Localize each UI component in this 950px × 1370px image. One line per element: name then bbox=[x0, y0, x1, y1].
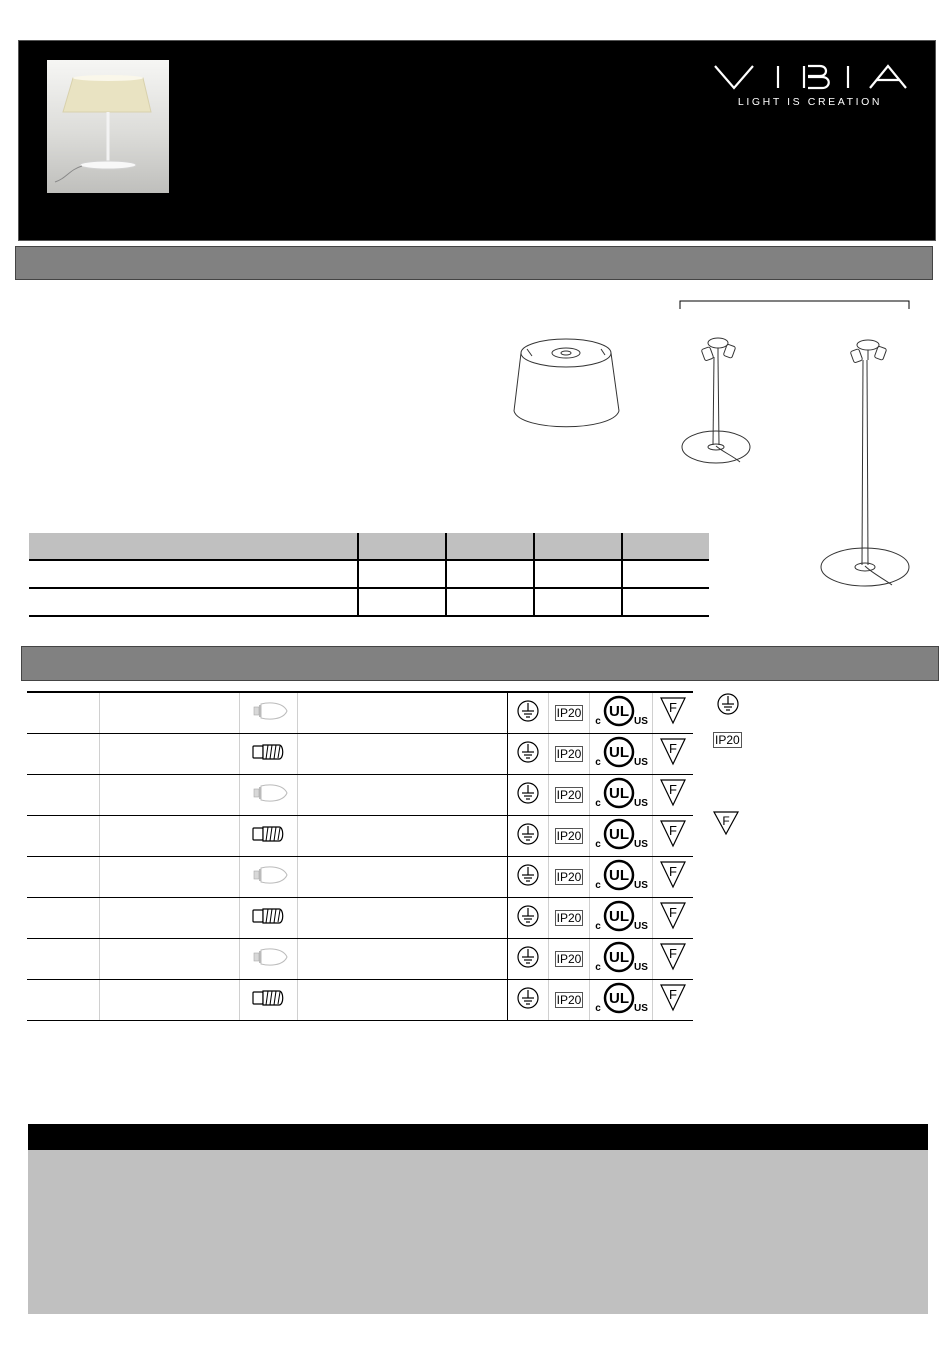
ul-c-text: c bbox=[595, 756, 601, 768]
spec-cell bbox=[653, 939, 694, 980]
footer-header-bar bbox=[28, 1124, 928, 1150]
spec-cell bbox=[653, 692, 694, 734]
ground-symbol-icon bbox=[516, 863, 540, 887]
ul-us-text: US bbox=[634, 1002, 648, 1014]
spec-cell bbox=[590, 692, 653, 734]
cul-us-certification-icon bbox=[593, 981, 649, 1015]
spec-cell bbox=[100, 857, 240, 898]
cul-us-certification-icon bbox=[593, 817, 649, 851]
ip-rating-badge: IP20 bbox=[556, 911, 582, 925]
spec-cell bbox=[240, 980, 298, 1021]
spec-cell bbox=[653, 898, 694, 939]
spec-cell bbox=[653, 816, 694, 857]
spec-row bbox=[27, 939, 693, 980]
spec-cell bbox=[508, 692, 549, 734]
spec-cell bbox=[27, 898, 100, 939]
f-mark-letter: F bbox=[669, 822, 677, 838]
spec-row bbox=[27, 775, 693, 816]
table-cell bbox=[358, 588, 446, 616]
ul-mark-text: UL bbox=[609, 948, 629, 966]
spec-cell bbox=[653, 857, 694, 898]
table-cell bbox=[446, 588, 534, 616]
spec-cell bbox=[27, 980, 100, 1021]
spec-cell bbox=[240, 939, 298, 980]
f-mark-letter: F bbox=[669, 740, 677, 756]
ip-rating-legend: IP20 bbox=[715, 733, 740, 747]
ul-us-text: US bbox=[634, 879, 648, 891]
spec-cell bbox=[100, 775, 240, 816]
spec-cell bbox=[240, 692, 298, 734]
spec-cell bbox=[240, 857, 298, 898]
spec-cell bbox=[590, 816, 653, 857]
ground-symbol-icon bbox=[516, 699, 540, 723]
dimension-table bbox=[29, 533, 709, 617]
ground-symbol-icon bbox=[716, 692, 740, 716]
cul-us-certification-icon bbox=[593, 735, 649, 769]
table-row bbox=[29, 560, 709, 588]
table-cell bbox=[446, 560, 534, 588]
vibia-logo bbox=[712, 58, 908, 98]
spec-row bbox=[27, 816, 693, 857]
ul-mark-text: UL bbox=[609, 702, 629, 720]
spec-cell bbox=[549, 857, 590, 898]
spec-cell bbox=[298, 898, 508, 939]
spec-cell bbox=[240, 816, 298, 857]
spec-cell bbox=[240, 775, 298, 816]
spec-cell bbox=[549, 980, 590, 1021]
spec-cell bbox=[27, 939, 100, 980]
spec-cell bbox=[549, 692, 590, 734]
f-mark-icon bbox=[659, 901, 687, 931]
spec-cell bbox=[590, 939, 653, 980]
spec-cell bbox=[27, 816, 100, 857]
ul-c-text: c bbox=[595, 1002, 601, 1014]
compact-fluorescent-bulb-icon bbox=[249, 904, 289, 928]
lampshade-drawing bbox=[514, 339, 619, 427]
f-mark-icon bbox=[659, 737, 687, 767]
cul-us-certification-icon bbox=[593, 899, 649, 933]
compact-fluorescent-bulb-icon bbox=[249, 986, 289, 1010]
spec-cell bbox=[508, 980, 549, 1021]
incandescent-bulb-icon bbox=[249, 699, 289, 723]
table-cell bbox=[446, 533, 534, 560]
spec-cell bbox=[298, 692, 508, 734]
dimension-bracket bbox=[680, 301, 909, 309]
footer-notes-panel bbox=[28, 1150, 928, 1314]
ip-rating-badge: IP20 bbox=[556, 788, 582, 802]
spec-cell bbox=[298, 734, 508, 775]
table-cell bbox=[358, 560, 446, 588]
ul-us-text: US bbox=[634, 920, 648, 932]
incandescent-bulb-icon bbox=[249, 863, 289, 887]
ground-symbol-icon bbox=[516, 904, 540, 928]
spec-cell bbox=[298, 816, 508, 857]
ground-symbol-icon bbox=[516, 822, 540, 846]
spec-cell bbox=[508, 775, 549, 816]
spec-row bbox=[27, 980, 693, 1021]
short-lamp-base-drawing bbox=[682, 338, 750, 463]
spec-cell bbox=[549, 898, 590, 939]
ul-c-text: c bbox=[595, 879, 601, 891]
spec-cell bbox=[508, 857, 549, 898]
ul-us-text: US bbox=[634, 797, 648, 809]
spec-cell bbox=[590, 898, 653, 939]
section-bar-specs bbox=[21, 646, 939, 681]
ul-mark-text: UL bbox=[609, 825, 629, 843]
ul-us-text: US bbox=[634, 838, 648, 850]
spec-cell bbox=[653, 734, 694, 775]
table-cell bbox=[29, 533, 358, 560]
spec-cell bbox=[298, 939, 508, 980]
compact-fluorescent-bulb-icon bbox=[249, 740, 289, 764]
f-mark-icon bbox=[659, 819, 687, 849]
f-mark-letter: F bbox=[669, 863, 677, 879]
spec-cell bbox=[590, 775, 653, 816]
spec-cell bbox=[590, 857, 653, 898]
tall-lamp-base-drawing bbox=[821, 340, 909, 586]
f-mark-letter: F bbox=[669, 904, 677, 920]
spec-cell bbox=[549, 734, 590, 775]
ip-rating-badge: IP20 bbox=[556, 870, 582, 884]
ip-rating-badge: IP20 bbox=[556, 993, 582, 1007]
ul-c-text: c bbox=[595, 797, 601, 809]
table-cell bbox=[534, 588, 622, 616]
incandescent-bulb-icon bbox=[249, 781, 289, 805]
compact-fluorescent-bulb-icon bbox=[249, 822, 289, 846]
spec-cell bbox=[508, 816, 549, 857]
spec-cell bbox=[100, 734, 240, 775]
table-lamp-photo bbox=[47, 60, 169, 193]
table-row bbox=[29, 588, 709, 616]
brand-tagline: LIGHT IS CREATION bbox=[737, 96, 883, 108]
ground-symbol-icon bbox=[516, 781, 540, 805]
spec-cell bbox=[100, 898, 240, 939]
ip-rating-badge: IP20 bbox=[556, 747, 582, 761]
f-mark-letter: F bbox=[669, 986, 677, 1002]
spec-cell bbox=[100, 816, 240, 857]
ul-mark-text: UL bbox=[609, 866, 629, 884]
ul-c-text: c bbox=[595, 920, 601, 932]
section-bar-product bbox=[15, 246, 933, 280]
spec-cell bbox=[549, 816, 590, 857]
f-mark-legend-icon bbox=[712, 810, 740, 836]
table-cell bbox=[622, 560, 709, 588]
ground-symbol-icon bbox=[516, 945, 540, 969]
f-mark-letter: F bbox=[669, 945, 677, 961]
f-mark-icon bbox=[659, 942, 687, 972]
spec-cell bbox=[508, 898, 549, 939]
table-cell bbox=[622, 533, 709, 560]
spec-cell bbox=[653, 775, 694, 816]
ul-mark-text: UL bbox=[609, 989, 629, 1007]
spec-row bbox=[27, 857, 693, 898]
ul-c-text: c bbox=[595, 961, 601, 973]
spec-cell bbox=[508, 734, 549, 775]
f-mark-icon bbox=[659, 696, 687, 726]
ul-mark-text: UL bbox=[609, 743, 629, 761]
spec-cell bbox=[240, 734, 298, 775]
ip-rating-badge: IP20 bbox=[556, 952, 582, 966]
ul-c-text: c bbox=[595, 838, 601, 850]
cul-us-certification-icon bbox=[593, 776, 649, 810]
table-row bbox=[29, 533, 709, 560]
table-cell bbox=[29, 588, 358, 616]
spec-cell bbox=[298, 775, 508, 816]
spec-table bbox=[27, 691, 693, 1021]
spec-cell bbox=[27, 734, 100, 775]
ground-symbol-icon bbox=[516, 986, 540, 1010]
ground-symbol-icon bbox=[516, 740, 540, 764]
spec-cell bbox=[100, 692, 240, 734]
spec-row bbox=[27, 692, 693, 734]
spec-cell bbox=[549, 939, 590, 980]
table-cell bbox=[358, 533, 446, 560]
f-mark-letter: F bbox=[669, 699, 677, 715]
cul-us-certification-icon bbox=[593, 694, 649, 728]
ip-rating-badge: IP20 bbox=[556, 829, 582, 843]
spec-cell bbox=[590, 734, 653, 775]
ul-mark-text: UL bbox=[609, 784, 629, 802]
f-mark-icon bbox=[659, 778, 687, 808]
spec-cell bbox=[27, 692, 100, 734]
spec-cell bbox=[549, 775, 590, 816]
table-cell bbox=[622, 588, 709, 616]
spec-cell bbox=[590, 980, 653, 1021]
f-mark-letter: F bbox=[669, 781, 677, 797]
table-cell bbox=[534, 560, 622, 588]
ul-us-text: US bbox=[634, 961, 648, 973]
spec-cell bbox=[100, 939, 240, 980]
ip-rating-badge: IP20 bbox=[556, 706, 582, 720]
table-cell bbox=[29, 560, 358, 588]
spec-cell bbox=[508, 939, 549, 980]
ul-us-text: US bbox=[634, 715, 648, 727]
table-cell bbox=[534, 533, 622, 560]
spec-cell bbox=[240, 898, 298, 939]
spec-cell bbox=[298, 980, 508, 1021]
ul-us-text: US bbox=[634, 756, 648, 768]
spec-row bbox=[27, 734, 693, 775]
spec-cell bbox=[27, 775, 100, 816]
spec-cell bbox=[100, 980, 240, 1021]
cul-us-certification-icon bbox=[593, 940, 649, 974]
spec-row bbox=[27, 898, 693, 939]
f-mark-icon bbox=[659, 860, 687, 890]
spec-cell bbox=[298, 857, 508, 898]
spec-cell bbox=[653, 980, 694, 1021]
ul-c-text: c bbox=[595, 715, 601, 727]
f-mark-letter: F bbox=[722, 814, 730, 828]
incandescent-bulb-icon bbox=[249, 945, 289, 969]
cul-us-certification-icon bbox=[593, 858, 649, 892]
f-mark-icon bbox=[659, 983, 687, 1013]
ul-mark-text: UL bbox=[609, 907, 629, 925]
spec-cell bbox=[27, 857, 100, 898]
